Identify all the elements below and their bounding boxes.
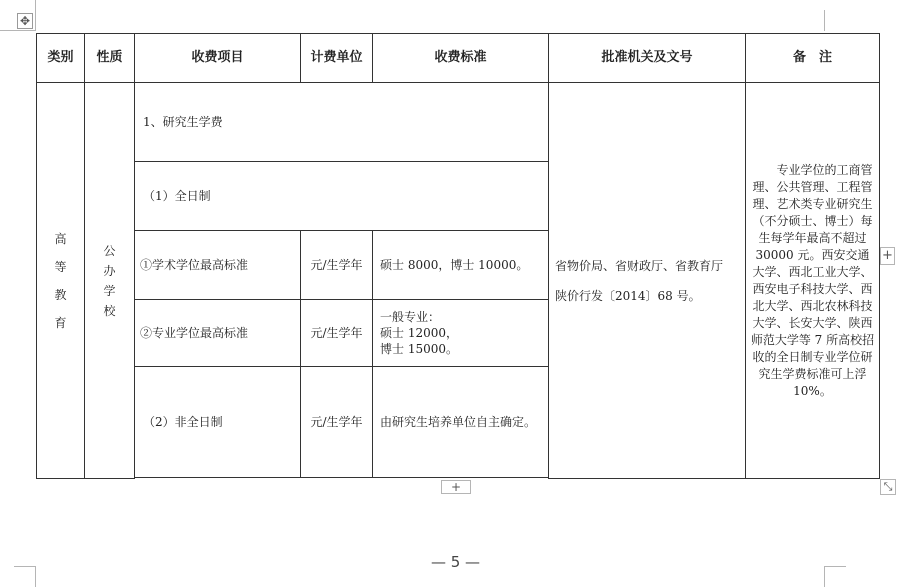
crop-mark-top-left-h — [0, 30, 36, 31]
fulltime-item-cell: （1）全日制 — [135, 162, 549, 230]
nature-cell — [85, 83, 135, 479]
table-resize-handle-icon[interactable]: ⤡ — [880, 479, 896, 495]
standard-line: 硕士 12000， — [380, 325, 458, 340]
category-char: 教 — [54, 287, 67, 302]
tuition-item-cell: 1、研究生学费 — [135, 83, 549, 162]
header-fee-item: 收费项目 — [135, 34, 301, 83]
spacer-cell — [135, 478, 549, 479]
category-char: 育 — [54, 315, 67, 330]
approval-line: 省物价局、省财政厅、省教育厅 — [555, 258, 724, 273]
category-char: 等 — [54, 259, 67, 274]
academic-standard-cell: 硕士 8000，博士 10000。 — [373, 230, 549, 299]
professional-unit-cell: 元/生学年 — [301, 299, 373, 366]
header-billing-unit: 计费单位 — [301, 34, 373, 83]
professional-standard-cell — [373, 299, 549, 366]
header-nature: 性质 — [85, 34, 135, 83]
parttime-item-cell: （2）非全日制 — [135, 367, 301, 478]
table-move-handle-icon[interactable]: ✥ — [17, 13, 33, 29]
standard-line: 博士 15000。 — [380, 341, 458, 356]
academic-unit-cell: 元/生学年 — [301, 230, 373, 299]
add-column-button[interactable]: + — [880, 247, 895, 265]
nature-char: 学 — [103, 283, 116, 298]
crop-mark-top-left-v — [35, 0, 36, 31]
professional-item-cell: ②专业学位最高标准 — [135, 299, 301, 366]
remark-cell: 专业学位的工商管理、公共管理、工程管理、艺术类专业研究生（不分硕士、博士）每生每学年最高不超过 30000 元。西安交通大学、西北工业大学、西安电子科技大学、西北大学、西北农林科技大学、长安大学、陕西师范大学等 7 所高校招收的全日制专业学位研究生学费标准可上浮 10%。 — [746, 83, 880, 479]
nature-char: 办 — [103, 263, 116, 278]
header-category: 类别 — [37, 34, 85, 83]
approval-line: 陕价行发〔2014〕68 号。 — [555, 288, 701, 303]
header-approval: 批准机关及文号 — [549, 34, 746, 83]
standard-line: 一般专业： — [380, 309, 441, 324]
nature-char: 公 — [103, 243, 116, 258]
table-row — [37, 83, 880, 162]
fee-table — [36, 33, 880, 479]
parttime-standard-cell: 由研究生培养单位自主确定。 — [373, 367, 549, 478]
add-row-button[interactable]: + — [441, 480, 471, 494]
crop-mark-top-right-v — [824, 10, 825, 31]
table-header-row — [37, 34, 880, 83]
nature-char: 校 — [103, 303, 116, 318]
approval-cell — [549, 83, 746, 479]
page-number: — 5 — — [430, 553, 481, 571]
header-remark: 备 注 — [746, 34, 880, 83]
header-fee-standard: 收费标准 — [373, 34, 549, 83]
parttime-unit-cell: 元/生学年 — [301, 367, 373, 478]
category-char: 高 — [54, 231, 67, 246]
category-cell — [37, 83, 85, 479]
academic-item-cell: ①学术学位最高标准 — [135, 230, 301, 299]
